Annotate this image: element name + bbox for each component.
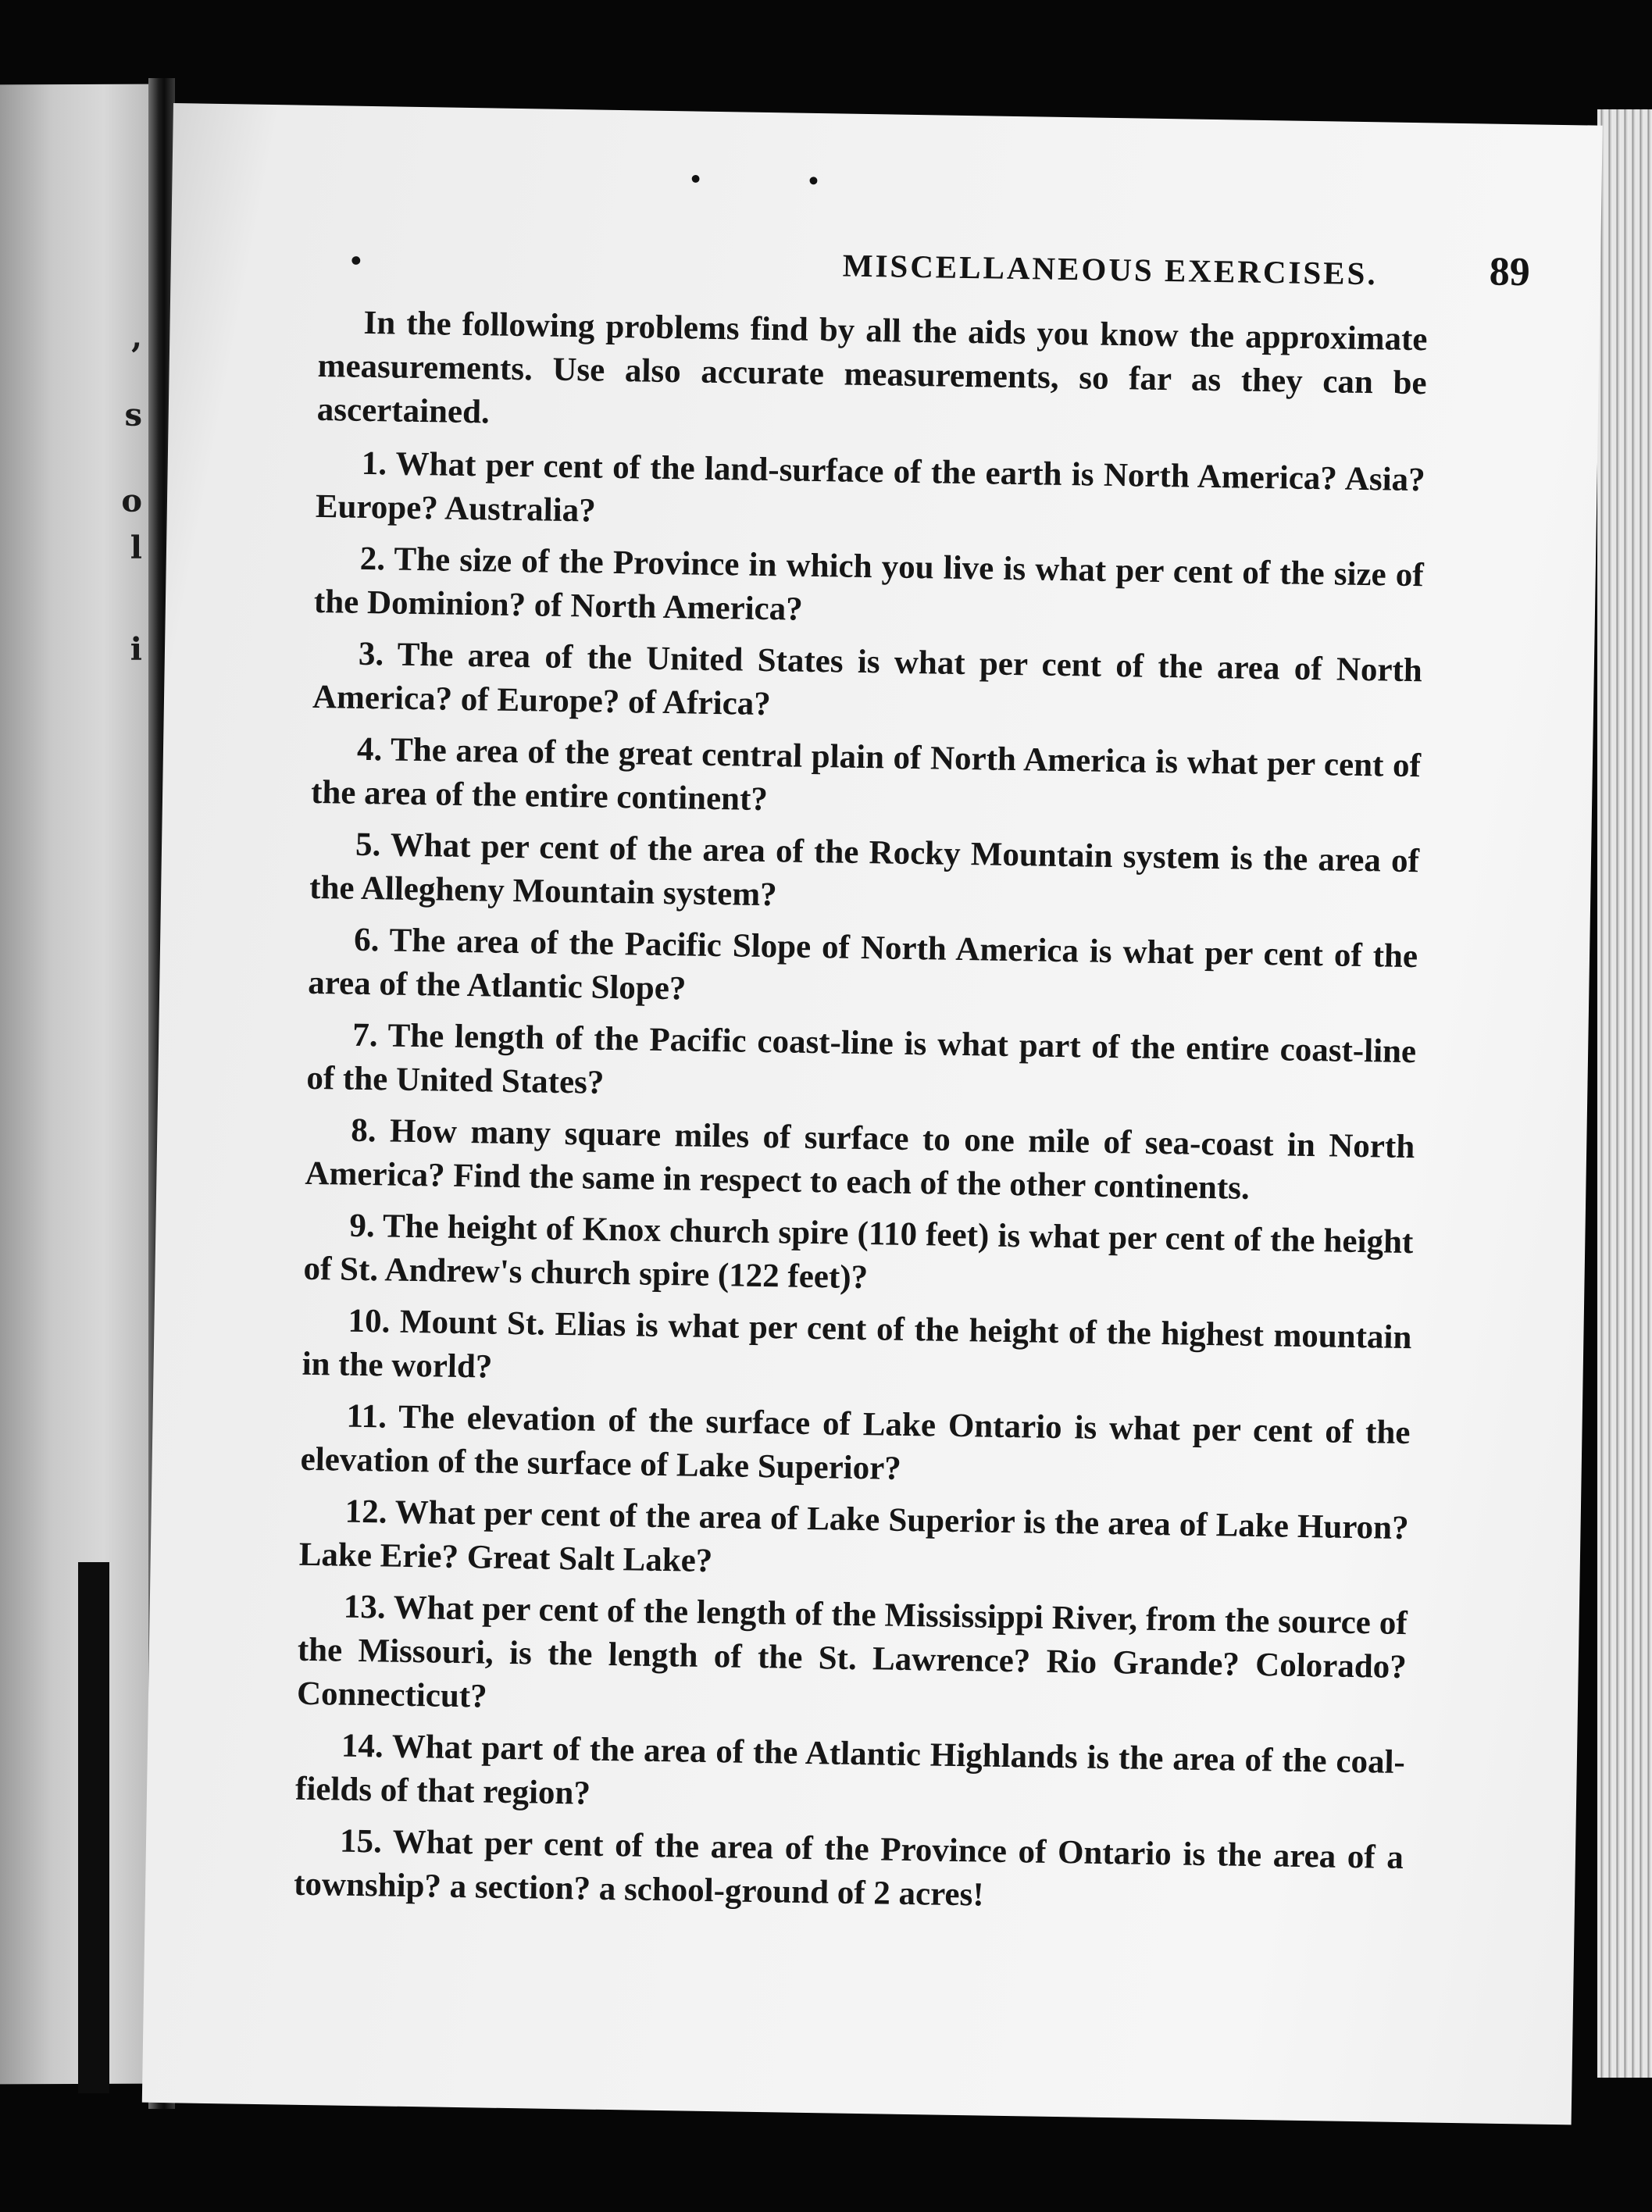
exercise-number: 2. — [359, 540, 386, 578]
exercise-text: What per cent of the length of the Mississippi River, from the source of the Missouri, is the length of the St. Lawrence? Rio Grande? Colorado? Connecticut? — [296, 1589, 1408, 1715]
exercise-number: 3. — [358, 635, 384, 673]
exercise-number: 8. — [351, 1111, 376, 1150]
exercise-item — [294, 1819, 1404, 1924]
left-page-fragment: , — [131, 318, 142, 355]
exercise-text: Mount St. Elias is what per cent of the height of the highest mountain in the world? — [301, 1303, 1412, 1386]
exercise-item — [305, 1108, 1415, 1213]
exercise-text: What part of the area of the Atlantic Highlands is the area of the coal-fields of that region? — [294, 1728, 1406, 1812]
exercise-number: 1. — [361, 444, 387, 483]
page-body — [294, 301, 1428, 1932]
exercise-number: 5. — [355, 826, 381, 864]
exercise-text: The area of the Pacific Slope of North America is what per cent of the area of the Atlantic Slope? — [307, 922, 1418, 1008]
left-page-fragment: l — [130, 529, 142, 566]
intro-paragraph: In the following problems find by all the aids you know the approximate measurements. Use also accurate measurements, so far as they can be ascertained. — [316, 304, 1428, 431]
running-head-title: MISCELLANEOUS EXERCISES. — [842, 247, 1379, 292]
book-gutter-lower — [78, 1562, 109, 2093]
exercise-number: 12. — [344, 1493, 387, 1531]
exercise-number: 6. — [353, 921, 380, 959]
exercise-item — [298, 1490, 1409, 1594]
exercise-text: How many square miles of surface to one mile of sea-coast in North America? Find the same in respect to each of the other continents. — [305, 1112, 1415, 1207]
exercise-text: The height of Knox church spire (110 feet) is what per cent of the height of St. Andrew's church spire (122 feet)? — [303, 1208, 1414, 1297]
left-facing-page — [0, 84, 148, 2085]
exercise-number: 13. — [343, 1588, 386, 1626]
running-head — [350, 239, 1531, 295]
exercise-number: 11. — [346, 1397, 387, 1436]
exercise-number: 10. — [348, 1302, 391, 1340]
header-dots: • • — [687, 164, 869, 198]
exercise-number: 15. — [339, 1822, 383, 1861]
exercise-item — [315, 441, 1425, 546]
exercise-item — [309, 822, 1420, 927]
exercise-item — [297, 1585, 1408, 1733]
exercise-item — [300, 1394, 1411, 1499]
exercise-number: 9. — [349, 1207, 376, 1245]
left-page-fragment: s — [124, 396, 142, 433]
exercise-item — [303, 1204, 1414, 1308]
exercise-number: 4. — [356, 730, 383, 769]
exercise-item — [301, 1299, 1412, 1404]
exercise-text: What per cent of the area of Lake Superior is the area of Lake Huron? Lake Erie? Great Salt Lake? — [298, 1493, 1409, 1580]
exercise-text: The area of the great central plain of North America is what per cent of the area of the entire continent? — [310, 731, 1422, 819]
header-bullet: • — [350, 242, 362, 278]
exercise-text: What per cent of the land-surface of the earth is North America? Asia? Europe? Australia? — [315, 445, 1425, 530]
left-page-fragment: o — [121, 482, 142, 519]
exercise-item — [311, 727, 1422, 832]
exercise-item — [308, 918, 1418, 1022]
page-stack-edges — [1597, 109, 1652, 2078]
exercise-text: What per cent of the area of the Rocky Mountain system is the area of the Allegheny Mountain system? — [309, 826, 1420, 914]
exercise-item — [295, 1724, 1406, 1828]
left-page-fragment: i — [130, 630, 142, 668]
right-page — [142, 103, 1603, 2125]
exercise-item — [312, 632, 1423, 737]
exercise-text: The size of the Province in which you live is what per cent of the size of the Dominion? of North America? — [313, 541, 1425, 628]
exercise-number: 7. — [351, 1016, 378, 1054]
exercise-item — [314, 537, 1425, 641]
page-number: 89 — [1489, 249, 1531, 295]
exercise-text: The elevation of the surface of Lake Ontario is what per cent of the elevation of the surface of Lake Superior? — [300, 1398, 1411, 1487]
exercise-text: The length of the Pacific coast-line is what part of the entire coast-line of the United States? — [306, 1017, 1417, 1101]
exercise-text: The area of the United States is what per cent of the area of North America? of Europe? of Africa? — [312, 636, 1423, 723]
exercise-text: What per cent of the area of the Province of Ontario is the area of a township? a section? a school-ground of 2 acres! — [293, 1823, 1404, 1914]
exercise-item — [306, 1013, 1417, 1118]
exercise-number: 14. — [341, 1727, 384, 1765]
